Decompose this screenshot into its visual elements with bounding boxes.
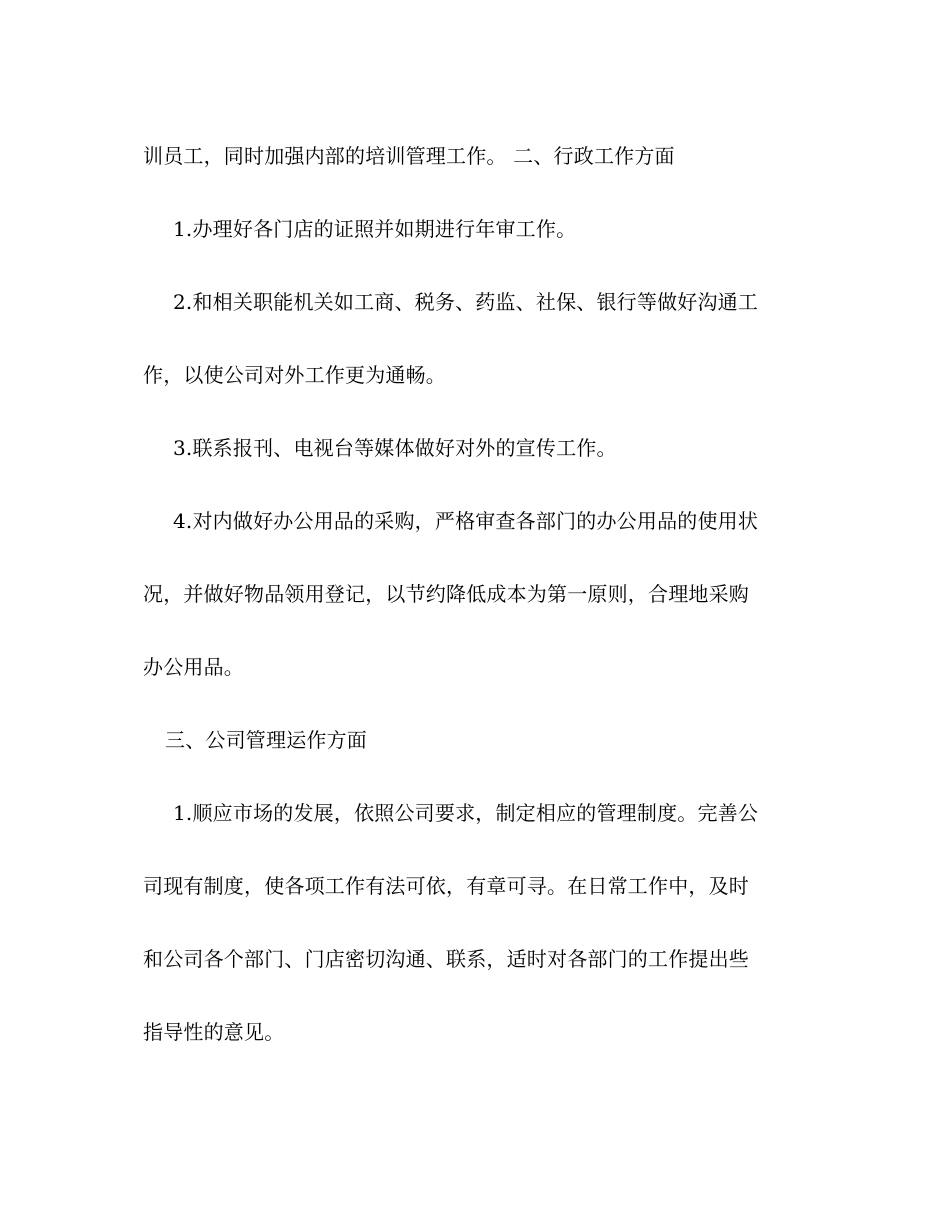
list-item-management-1-end: 指导性的意见。 bbox=[143, 1020, 285, 1044]
paragraph-line-1: 训员工，同时加强内部的培训管理工作。 二、行政工作方面 bbox=[143, 144, 675, 168]
list-item-admin-1: 1.办理好各门店的证照并如期进行年审工作。 bbox=[173, 217, 577, 241]
list-item-admin-3: 3.联系报刊、电视台等媒体做好对外的宣传工作。 bbox=[173, 436, 617, 460]
list-item-management-1: 1.顺应市场的发展，依照公司要求，制定相应的管理制度。完善公 bbox=[173, 801, 759, 825]
list-item-admin-4-continued: 况，并做好物品领用登记，以节约降低成本为第一原则，合理地采购 bbox=[143, 582, 749, 606]
list-item-admin-2-continued: 作，以使公司对外工作更为通畅。 bbox=[143, 363, 446, 387]
section-heading-management: 三、公司管理运作方面 bbox=[165, 728, 367, 752]
list-item-admin-4-end: 办公用品。 bbox=[143, 655, 244, 679]
list-item-admin-4: 4.对内做好办公用品的采购，严格审查各部门的办公用品的使用状 bbox=[173, 509, 759, 533]
list-item-management-1-continued: 司现有制度，使各项工作有法可依，有章可寻。在日常工作中，及时 bbox=[143, 874, 749, 898]
list-item-management-1-continued-2: 和公司各个部门、门店密切沟通、联系，适时对各部门的工作提出些 bbox=[143, 947, 749, 971]
list-item-admin-2: 2.和相关职能机关如工商、税务、药监、社保、银行等做好沟通工 bbox=[173, 290, 759, 314]
